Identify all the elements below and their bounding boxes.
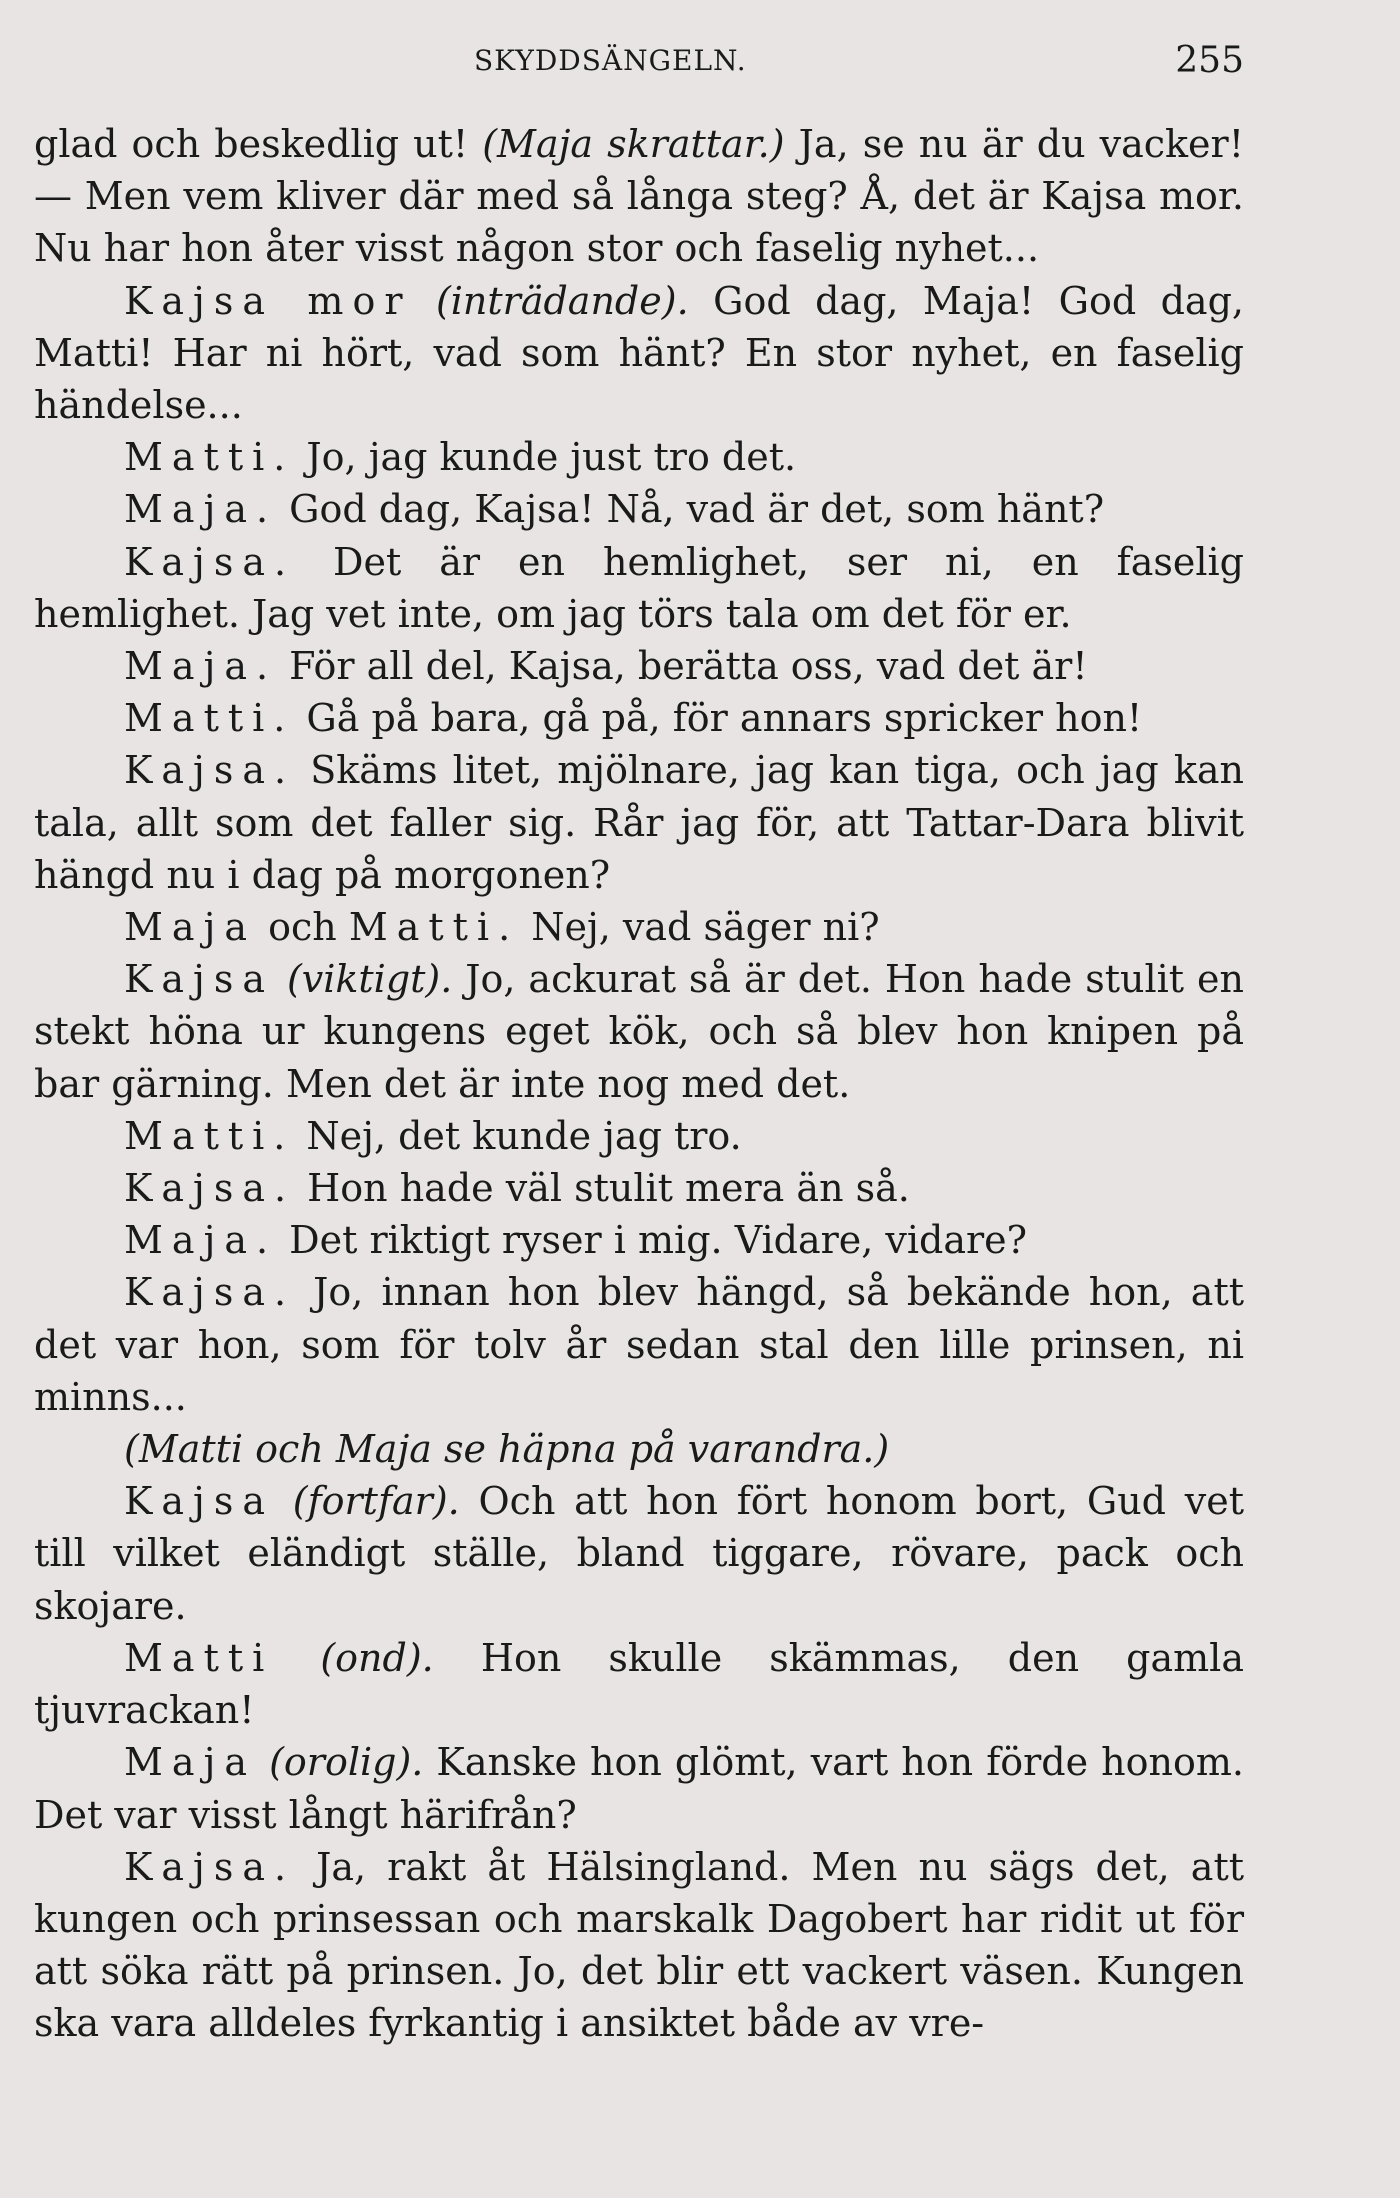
dialogue-text: Nej, vad säger ni?: [519, 905, 880, 950]
speaker-name: Kajsa.: [124, 1270, 296, 1315]
paragraph: [34, 275, 1244, 432]
speaker-name: Matti.: [124, 696, 295, 741]
speaker-name: Kajsa mor: [124, 278, 412, 323]
dialogue-text: [274, 1479, 293, 1523]
dialogue-text: Hon hade väl stulit mera än så.: [295, 1166, 910, 1211]
running-title: SKYDDSÄNGELN.: [474, 44, 747, 77]
dialogue-text: Ja, se nu är du vacker! — Men vem kliver där med så långa steg? Å, det är Kajsa mor. Nu har hon åter visst någon stor och faselig nyhet...: [34, 122, 1244, 271]
paragraph: [34, 118, 1244, 275]
dialogue-text: Det är en hemlighet, ser ni, en faselig hemlighet. Jag vet inte, om jag törs tala om det för er.: [34, 539, 1244, 636]
paragraph: [34, 1214, 1244, 1266]
dialogue-text: Jo, ackurat så är det. Hon hade stulit en stekt höna ur kungens eget kök, och så blev hon knipen på bar gärning. Men det är inte nog med det.: [34, 957, 1244, 1106]
dialogue-text: Hon skulle skämmas, den gamla tjuvrackan!: [34, 1635, 1244, 1733]
stage-direction: (ond).: [320, 1635, 434, 1680]
stage-direction: (fortfar).: [292, 1479, 460, 1524]
paragraph: [34, 953, 1244, 1110]
paragraph: [34, 1110, 1244, 1162]
paragraph: [34, 536, 1244, 640]
speaker-name: Maja.: [124, 1218, 278, 1263]
speaker-name: Matti: [124, 1635, 274, 1680]
dialogue-text: Och att hon fört honom bort, Gud vet till vilket eländigt ställe, bland tiggare, rövare, pack och skojare.: [34, 1479, 1244, 1628]
speaker-name: Matti.: [124, 435, 295, 480]
dialogue-text: För all del, Kajsa, berätta oss, vad det är!: [277, 644, 1088, 689]
paragraph: [34, 744, 1244, 901]
speaker-name: Kajsa.: [124, 748, 296, 793]
dialogue-text: Skäms litet, mjölnare, jag kan tiga, och jag kan tala, allt som det faller sig. Rår jag för, att Tattar-Dara blivit hängd nu i dag på morgonen?: [34, 748, 1244, 897]
dialogue-text: [256, 1740, 269, 1784]
dialogue-text: Ja, rakt åt Hälsingland. Men nu sägs det, att kungen och prinsessan och marskalk Dagobert har ridit ut för att söka rätt på prinsen. Jo, det blir ett vackert väsen. Kungen ska vara alldeles fyrkantig i ansiktet både av vre-: [34, 1844, 1244, 2046]
speaker-name: Maja.: [124, 644, 278, 689]
speaker-name: Kajsa: [124, 1479, 274, 1524]
speaker-name: Matti.: [348, 905, 520, 950]
paragraph: [34, 1423, 1244, 1475]
stage-direction: (Maja skrattar.): [482, 122, 785, 166]
paragraph: [34, 431, 1244, 483]
dialogue-text: glad och beskedlig ut!: [34, 122, 483, 166]
paragraph: [34, 1632, 1244, 1736]
dialogue-text: Nej, det kunde jag tro.: [294, 1113, 742, 1158]
dialogue-text: Det riktigt ryser i mig. Vidare, vidare?: [277, 1218, 1028, 1263]
paragraph: [34, 1841, 1244, 2050]
speaker-name: Maja.: [124, 487, 278, 532]
dialogue-text: [412, 279, 436, 323]
speaker-name: Maja: [124, 1740, 257, 1785]
stage-direction: (viktigt).: [286, 957, 453, 1002]
body-text: [34, 118, 1244, 2050]
paragraph: [34, 692, 1244, 744]
paragraph: [34, 640, 1244, 692]
speaker-name: Kajsa: [124, 957, 274, 1002]
page-number: 255: [1175, 40, 1244, 81]
stage-direction: (inträdande).: [435, 278, 689, 323]
paragraph: [34, 1162, 1244, 1214]
speaker-name: Kajsa.: [124, 539, 296, 584]
dialogue-text: [273, 1636, 320, 1680]
stage-direction: (orolig).: [269, 1740, 424, 1785]
speaker-name: Kajsa.: [124, 1166, 296, 1211]
dialogue-text: God dag, Maja! God dag, Matti! Har ni hört, vad som hänt? En stor nyhet, en faselig händelse...: [34, 278, 1244, 428]
stage-direction: (Matti och Maja se häpna på varandra.): [124, 1427, 890, 1472]
paragraph: [34, 901, 1244, 953]
page-header: [34, 40, 1244, 84]
dialogue-text: Kanske hon glömt, vart hon förde honom. Det var visst långt härifrån?: [34, 1740, 1244, 1837]
paragraph: [34, 483, 1244, 535]
dialogue-text: Jo, innan hon blev hängd, så bekände hon, att det var hon, som för tolv år sedan stal den lille prinsen, ni minns...: [34, 1270, 1244, 1419]
dialogue-text: God dag, Kajsa! Nå, vad är det, som hänt?: [277, 487, 1105, 532]
paragraph: [34, 1266, 1244, 1423]
dialogue-text: Gå på bara, gå på, för annars spricker hon!: [294, 696, 1143, 741]
speaker-name: Maja: [124, 905, 257, 950]
dialogue-text: Jo, jag kunde just tro det.: [294, 435, 797, 480]
paragraph: [34, 1736, 1244, 1840]
speaker-name: Matti.: [124, 1113, 295, 1158]
dialogue-text: [274, 957, 287, 1001]
paragraph: [34, 1475, 1244, 1632]
dialogue-text: och: [256, 905, 349, 950]
speaker-name: Kajsa.: [124, 1844, 296, 1889]
